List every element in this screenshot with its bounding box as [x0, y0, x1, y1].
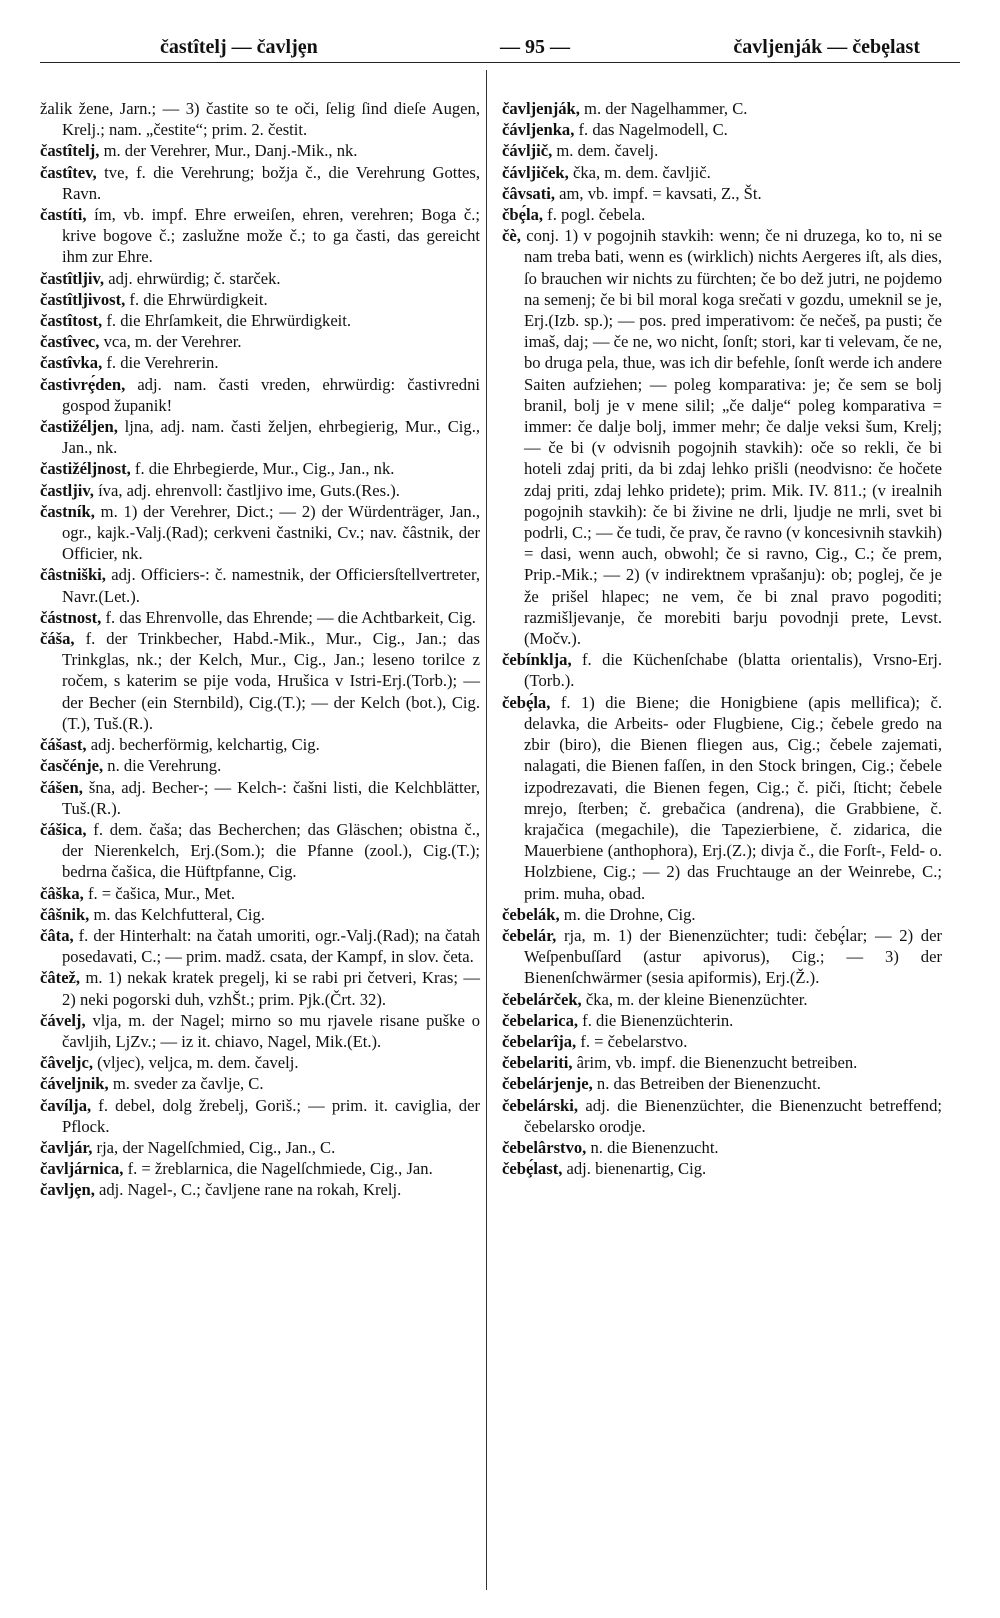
entry-definition: f. = žreblarnica, die Nagelſchmiede, Cig., Jan.: [123, 1159, 433, 1179]
entry-definition: ím, vb. impf. Ehre erweiſen, ehren, verehren; Boga č.; krive bogove č.; zaslužne može č.; to ga časti, das gereicht ihm zur Ehre.: [62, 205, 480, 267]
entry-definition: m. dem. čavelj.: [552, 141, 659, 161]
entry-definition: adj. Nagel-, C.; čavljene rane na rokah, Krelj.: [94, 1180, 402, 1200]
entry-headword: čebelárček,: [502, 989, 582, 1009]
entry-headword: čebelariti,: [502, 1053, 573, 1073]
entry-definition: rja, m. 1) der Bienenzüchter; tudi: čebȩ́lar; — 2) der Weſpenbuſſard (astur apivorus), Cig.; — 3) der Bienenſchwärmer (sesia apiformis), Erj.(Ž.).: [524, 925, 942, 988]
entry-definition: n. das Betreiben der Bienenzucht.: [592, 1074, 821, 1094]
entry-definition: čka, m. dem. čavljič.: [568, 162, 711, 182]
entry-headword: čášen,: [40, 777, 83, 797]
entry-definition: m. das Kelchfutteral, Cig.: [89, 904, 265, 924]
dictionary-entry: [40, 140, 480, 161]
dictionary-entry: [502, 925, 942, 989]
entry-headword: častíti,: [40, 205, 87, 225]
entry-headword: čebelarîja,: [502, 1031, 577, 1051]
entry-headword: častivrȩ́den,: [40, 374, 126, 394]
entry-definition: f. die Küchenſchabe (blatta orientalis), Vrsno-Erj.(Torb.).: [524, 650, 942, 691]
column-divider: [486, 70, 487, 1590]
entry-definition: (vljec), veljca, m. dem. čavelj.: [92, 1053, 299, 1073]
dictionary-entry: [502, 692, 942, 904]
entry-headword: čè,: [502, 226, 521, 246]
entry-definition: m. der Verehrer, Mur., Danj.-Mik., nk.: [99, 141, 358, 161]
entry-headword: čavljárnica,: [40, 1159, 124, 1179]
dictionary-entry: [502, 162, 942, 183]
entry-headword: časčénje,: [40, 756, 104, 776]
entry-definition: m. die Drohne, Cig.: [559, 904, 696, 924]
entry-headword: častîvec,: [40, 332, 100, 352]
dictionary-entry: [502, 1031, 942, 1052]
entry-headword: častîtljiv,: [40, 268, 105, 288]
dictionary-entry: [502, 1095, 942, 1137]
entry-definition: čka, m. der kleine Bienenzüchter.: [581, 989, 808, 1009]
entry-headword: častîtelj,: [40, 141, 100, 161]
entry-definition: f. der Hinterhalt: na čatah umoriti, ogr.-Valj.(Rad); na čatah posedavati, C.; — prim. madž. csata, der Kampf, in slov. četa.: [62, 925, 480, 967]
entry-headword: čavljenják,: [502, 99, 580, 118]
dictionary-entry: [40, 734, 480, 755]
entry-headword: čâveljc,: [40, 1053, 93, 1073]
entry-definition: vca, m. der Verehrer.: [99, 332, 242, 352]
entry-definition: f. die Ehrwürdigkeit.: [125, 289, 268, 309]
dictionary-entry: [40, 967, 480, 1009]
entry-definition: f. dem. čaša; das Becherchen; das Gläschen; obistna č., der Nierenkelch, Erj.(Som.); die Pfanne (zool.), Cig.(T.); bedrna čašica, die Hüftpfanne, Cig.: [62, 819, 480, 882]
entry-definition: f. 1) die Biene; die Honigbiene (apis mellifica); č. delavka, die Arbeits- oder Flugbiene, Cig.; čebele gredo na zbir (biro), die Bienen fliegen aus, Cig.; čebele zajemati, nalagati, die Bienen faſſen, in den Stock bringen, Cig.; čebele izpodrezavati, die Bienen fegen, Cig.; č. piči, ſticht; čebele mrejo, ſterben; č. grebačica (andrena), die Grabbiene, č. krajačica (megachile), die Tapezierbiene, č. zidarica, die Mauerbiene (anthophora), Erj.(Z.); divja č., die Forſt-, Feld- o. Holzbiene, Cig.; — 2) das Fruchtauge an der Weinrebe, C.; prim. muha, obad.: [524, 692, 942, 903]
dictionary-entry: [40, 1095, 480, 1137]
entry-definition: adj. becherförmig, kelchartig, Cig.: [86, 735, 320, 755]
dictionary-entry: [502, 1137, 942, 1158]
dictionary-entry: [502, 183, 942, 204]
entry-definition: n. die Bienenzucht.: [586, 1137, 719, 1157]
entry-headword: čášica,: [40, 819, 87, 839]
entry-definition: n. die Verehrung.: [103, 756, 222, 776]
dictionary-entry: [40, 883, 480, 904]
dictionary-entry: [502, 140, 942, 161]
dictionary-entry: [40, 480, 480, 501]
entry-headword: čebelár,: [502, 925, 557, 945]
dictionary-entry: [40, 925, 480, 967]
entry-headword: častîtljivost,: [40, 289, 126, 309]
entry-headword: čávljič,: [502, 141, 553, 161]
entry-headword: častižéljnost,: [40, 459, 131, 479]
entry-definition: f. das Nagelmodell, C.: [574, 120, 728, 140]
dictionary-entry: [502, 1052, 942, 1073]
entry-definition: m. der Nagelhammer, C.: [579, 99, 748, 118]
entry-headword: čávljiček,: [502, 162, 569, 182]
dictionary-entry: [40, 289, 480, 310]
entry-definition: conj. 1) v pogojnih stavkih: wenn; če ni druzega, ko to, ni se nam treba bati, wenn es (wirklich) nichts Aergeres iſt, als dies, ſo brauchen wir nichts zu fürchten; če bo dež jutri, ne pojdemo na semenj; če bi bil moral koga srečati v gozdu, umeknil se je, Erj.(Izb. sp.); — pos. pred imperativom: če nečeš, pa pusti; če imaš, daj; — če ne, wo nicht, ſonſt; stori, kar ti velevam, če ne, bo druga pela, thue, was ich dir befehle, ſonſt werde ich andere Saiten aufziehen; — poleg komparativa: je; če sem se bolj branil, bolj je v mene silil; „če dalje“ poleg komparativa = immer: če dalje bolj, immer mehr; če dalje veksi šum, Krelj; — če bi (v odvisnih pogojnih stavkih): oče so rekli, če bi hoteli zdaj priti, da bi zdaj lehko prišli (neodvisno: če hočete zdaj priti, zdaj lehko pridete); prim. Mik. IV. 811.; (v irealnih pogojnih stavkih): če bi živine ne drli, ljudje ne mrli, svet bi podrli, C.; — če tudi, če prav, če ravno (v koncesivnih stavkih) = dasi, wenn auch, obwohl; če si ravno, Cig., C.; če prem, Prip.-Mik.; — 2) (v indirektnem vprašanju): ob; poglej, če je že prišel hlapec; ne vem, če bi znal pravo pogoditi; razmišljevanje, če morebiti barju povodnji prete, Levst.(Močv.).: [520, 226, 942, 649]
entry-headword: čebȩ́last,: [502, 1159, 563, 1179]
dictionary-entry: [40, 98, 480, 140]
entry-headword: čâvsati,: [502, 183, 555, 203]
entry-definition: f. die Verehrerin.: [102, 353, 219, 373]
entry-headword: čavljár,: [40, 1137, 93, 1157]
dictionary-entry: [40, 458, 480, 479]
dictionary-entry: [502, 98, 942, 119]
entry-headword: čáša,: [40, 629, 75, 649]
right-column: [502, 98, 942, 1179]
dictionary-entry: [40, 1052, 480, 1073]
entry-headword: částnost,: [40, 607, 102, 627]
dictionary-entry: [40, 416, 480, 458]
entry-definition: f. die Bienenzüchterin.: [578, 1010, 734, 1030]
entry-headword: čebȩ́la,: [502, 692, 551, 712]
entry-definition: f. die Ehrbegierde, Mur., Cig., Jan., nk.: [130, 459, 395, 479]
entry-headword: čâstniški,: [40, 565, 106, 585]
entry-definition: adj. die Bienenzüchter, die Bienenzucht betreffend; čebelarsko orodje.: [524, 1095, 942, 1136]
dictionary-entry: [40, 310, 480, 331]
dictionary-entry: [40, 904, 480, 925]
dictionary-entry: [40, 374, 480, 416]
dictionary-entry: [40, 1073, 480, 1094]
entry-definition: f. der Trinkbecher, Habd.-Mik., Mur., Cig., Jan.; das Trinkglas, nk.; der Kelch, Mur., Cig., Jan.; leseno torilce z ročem, s katerim se pije voda, Hrušica v Istri-Erj.(Torb.); — der Becher (ein Sternbild), Cig.(T.); — der Kelch (bot.), Cig.(T.), Tuš.(R.).: [62, 629, 480, 733]
header-rule: [40, 62, 960, 63]
dictionary-entry: [502, 225, 942, 649]
dictionary-entry: [40, 352, 480, 373]
entry-headword: čavílja,: [40, 1095, 92, 1115]
dictionary-entry: [502, 989, 942, 1010]
dictionary-entry: [40, 162, 480, 204]
entry-headword: čebelârstvo,: [502, 1137, 587, 1157]
entry-definition: adj. Officiers-: č. namestnik, der Officiersſtellvertreter, Navr.(Let.).: [62, 565, 480, 606]
entry-definition: m. 1) nekak kratek pregelj, ki se rabi pri četveri, Kras; — 2) neki pogorski duh, vzhŠt.; prim. Pjk.(Črt. 32).: [62, 968, 480, 1009]
dictionary-entry: [40, 204, 480, 268]
entry-headword: čebelárski,: [502, 1095, 579, 1115]
dictionary-entry: [40, 1179, 480, 1200]
entry-definition: m. 1) der Verehrer, Dict.; — 2) der Würdenträger, Jan., ogr., kajk.-Valj.(Rad); cerkveni častniki, Cv.; nav. čâstnik, der Officier, nk.: [62, 501, 480, 564]
entry-headword: čebínklja,: [502, 650, 572, 670]
entry-headword: čebelárjenje,: [502, 1074, 593, 1094]
entry-definition: m. sveder za čavlje, C.: [108, 1074, 264, 1094]
entry-headword: častîtost,: [40, 311, 103, 331]
dictionary-entry: [502, 904, 942, 925]
entry-headword: častljiv,: [40, 480, 94, 500]
dictionary-entry: [502, 649, 942, 691]
entry-definition: adj. bienenartig, Cig.: [562, 1159, 707, 1179]
dictionary-entry: [40, 819, 480, 883]
dictionary-entry: [40, 1137, 480, 1158]
page-number: — 95 —: [500, 36, 570, 58]
entry-definition: adj. nam. časti vreden, ehrwürdig: častivredni gospod županik!: [62, 374, 480, 415]
entry-definition: f. = čašica, Mur., Met.: [83, 883, 236, 903]
entry-definition: vlja, m. der Nagel; mirno so mu rjavele risane puške o čavljih, LjZv.; — iz it. chiavo, Nagel, Mik.(Et.).: [62, 1010, 480, 1051]
dictionary-entry: [40, 268, 480, 289]
dictionary-entry: [502, 1073, 942, 1094]
entry-headword: čâta,: [40, 925, 74, 945]
entry-headword: čâtež,: [40, 968, 81, 988]
dictionary-entry: [502, 1010, 942, 1031]
entry-headword: častižéljen,: [40, 417, 118, 437]
entry-headword: čáveljnik,: [40, 1074, 109, 1094]
entry-headword: častîtev,: [40, 162, 97, 182]
entry-headword: čávljenka,: [502, 120, 575, 140]
dictionary-entry: [40, 755, 480, 776]
dictionary-entry: [40, 1010, 480, 1052]
entry-definition: f. = čebelarstvo.: [576, 1031, 688, 1051]
dictionary-entry: [40, 628, 480, 734]
entry-headword: častník,: [40, 501, 95, 521]
dictionary-entry: [40, 607, 480, 628]
left-column: [40, 98, 480, 1201]
dictionary-entry: [40, 777, 480, 819]
entry-definition: f. debel, dolg žrebelj, Goriš.; — prim. it. caviglia, der Pflock.: [62, 1095, 480, 1136]
entry-definition: šna, adj. Becher-; — Kelch-: čašni listi, die Kelchblätter, Tuš.(R.).: [62, 777, 480, 818]
entry-definition: ljna, adj. nam. časti željen, ehrbegierig, Mur., Cig., Jan., nk.: [62, 417, 480, 458]
entry-definition: tve, f. die Verehrung; božja č., die Verehrung Gottes, Ravn.: [62, 162, 480, 203]
entry-definition: ârim, vb. impf. die Bienenzucht betreiben.: [572, 1053, 858, 1073]
dictionary-entry: [40, 501, 480, 565]
dictionary-entry: [502, 204, 942, 225]
dictionary-entry: [40, 331, 480, 352]
entry-headword: čávelj,: [40, 1010, 86, 1030]
header-left-guide-word: častîtelj — čavljȩn: [160, 36, 318, 58]
entry-headword: čâška,: [40, 883, 84, 903]
header-right-guide-word: čavljenják — čebȩlast: [733, 36, 920, 58]
entry-definition: žalik žene, Jarn.; — 3) častite so te oči, ſelig ſind dieſe Augen, Krelj.; nam. „čestite“; prim. 2. čestit.: [40, 99, 480, 140]
entry-headword: čbȩ́la,: [502, 205, 544, 225]
entry-definition: f. die Ehrſamkeit, die Ehrwürdigkeit.: [102, 311, 352, 331]
dictionary-entry: [502, 119, 942, 140]
entry-headword: čavljȩn,: [40, 1180, 95, 1200]
entry-headword: čâšnik,: [40, 904, 90, 924]
entry-headword: čebelák,: [502, 904, 560, 924]
entry-definition: am, vb. impf. = kavsati, Z., Št.: [555, 183, 762, 203]
entry-definition: f. pogl. čebela.: [543, 205, 646, 225]
dictionary-entry: [502, 1158, 942, 1179]
entry-headword: čášast,: [40, 735, 87, 755]
entry-headword: častîvka,: [40, 353, 103, 373]
entry-definition: íva, adj. ehrenvoll: častljivo ime, Guts.(Res.).: [93, 480, 400, 500]
entry-definition: rja, der Nagelſchmied, Cig., Jan., C.: [92, 1137, 336, 1157]
entry-definition: adj. ehrwürdig; č. starček.: [104, 268, 281, 288]
dictionary-entry: [40, 564, 480, 606]
entry-definition: f. das Ehrenvolle, das Ehrende; — die Achtbarkeit, Cig.: [101, 607, 476, 627]
entry-headword: čebelarica,: [502, 1010, 579, 1030]
dictionary-entry: [40, 1158, 480, 1179]
